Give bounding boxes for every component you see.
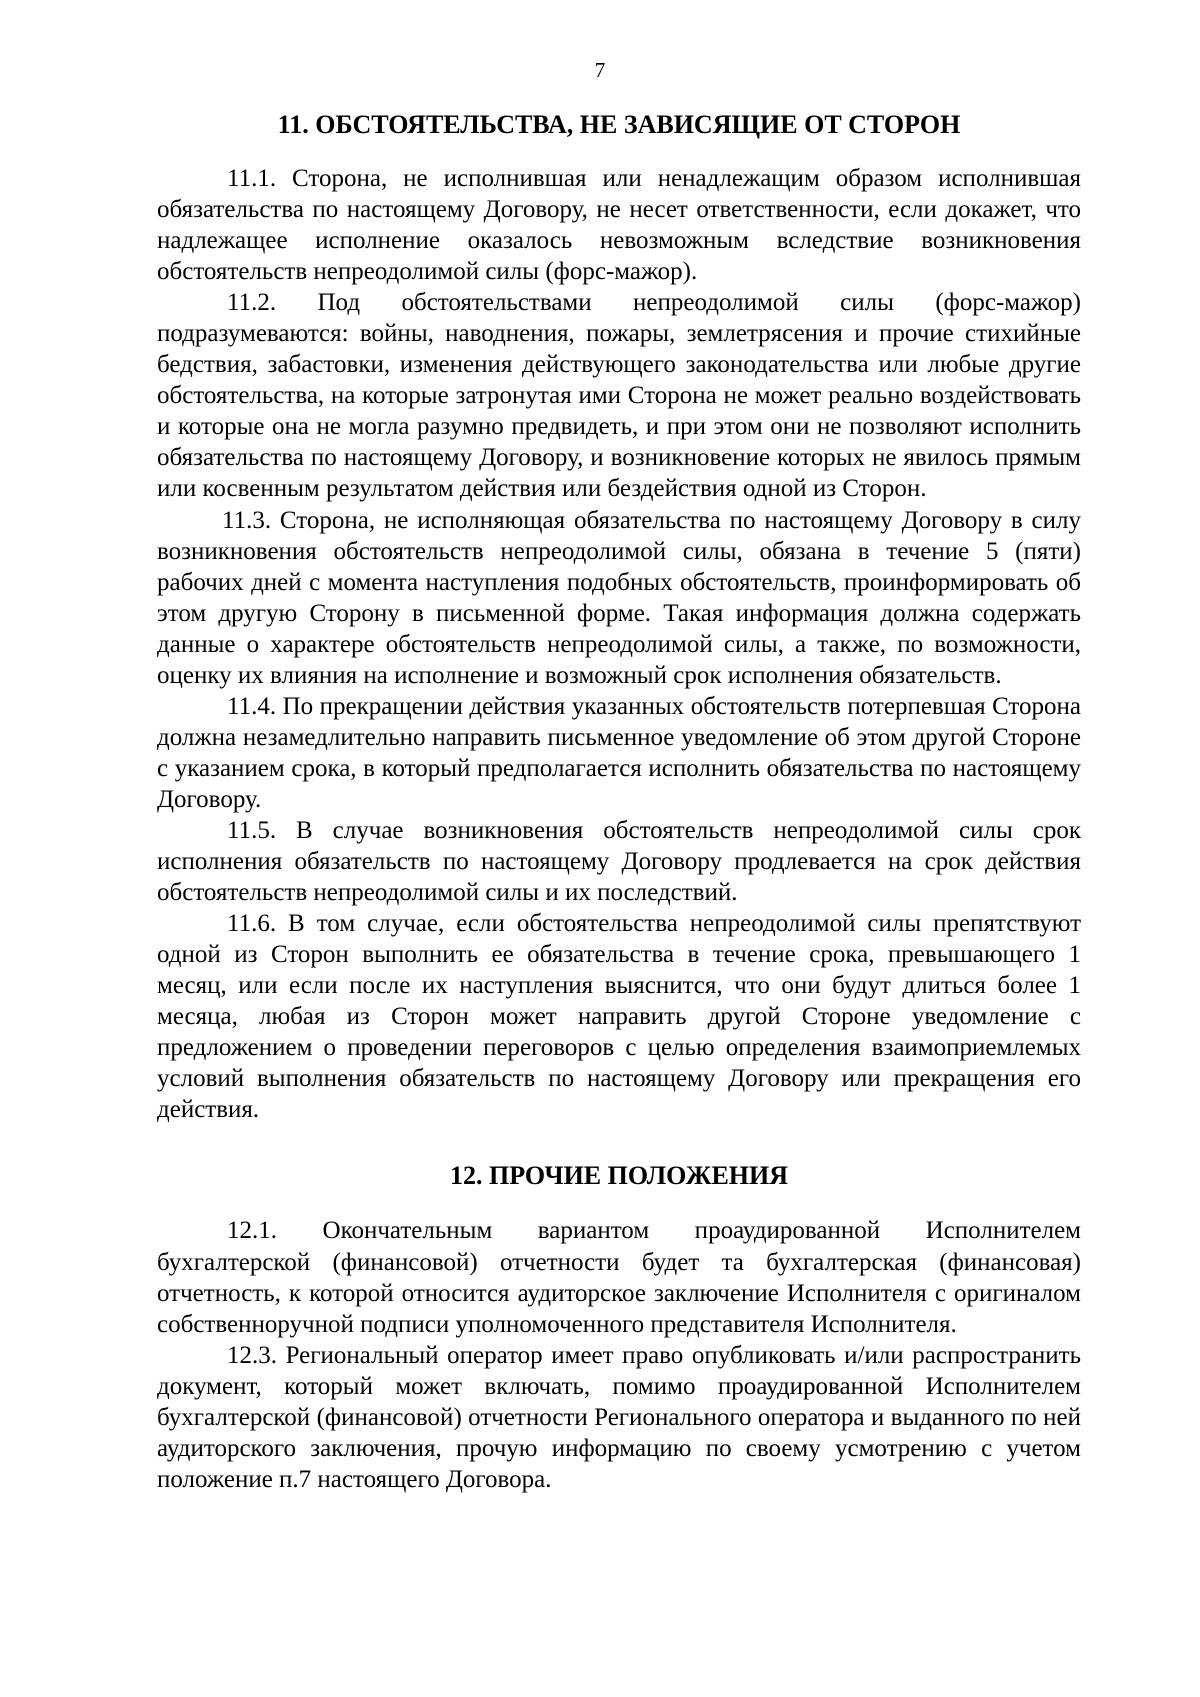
clause-11-4: 11.4. По прекращении действия указанных обстоятельств потерпевшая Сторона должна незамедлительно направить письменное уведомление об этом другой Стороне с указанием срока, в который предполагается исполнить обязательства по настоящему Договору.: [157, 692, 1081, 813]
clause-11-3: 11.3. Сторона, не исполняющая обязательства по настоящему Договору в силу возникновения обстоятельств непреодолимой силы, обязана в течение 5 (пяти) рабочих дней с момента наступления подобных обстоятельств, проинформировать об этом другую Сторону в письменной форме. Такая информация должна содержать данные о характере обстоятельств непреодолимой силы, а также, по возможности, оценку их влияния на исполнение и возможный срок исполнения обязательств.: [157, 506, 1081, 689]
section-heading: 11. ОБСТОЯТЕЛЬСТВА, НЕ ЗАВИСЯЩИЕ ОТ СТОРОН: [277, 110, 961, 139]
section-11: [157, 109, 1081, 1125]
clause-12-3: 12.3. Региональный оператор имеет право опубликовать и/или распространить документ, который может включать, помимо проаудированной Исполнителем бухгалтерской (финансовой) отчетности Регионального оператора и выданного по ней аудиторского заключения, прочую информацию по своему усмотрению с учетом положение п.7 настоящего Договора.: [157, 1341, 1081, 1493]
section-heading: 12. ПРОЧИЕ ПОЛОЖЕНИЯ: [449, 1161, 789, 1191]
page-number: 7: [594, 58, 606, 82]
document-body: [157, 109, 1081, 1495]
clause-12-1: 12.1. Окончательным вариантом проаудированной Исполнителем бухгалтерской (финансовой) отчетности будет та бухгалтерская (финансовая) отчетность, к которой относится аудиторское заключение Исполнителя с оригиналом собственноручной подписи уполномоченного представителя Исполнителя.: [157, 1217, 1081, 1338]
clause-11-2: 11.2. Под обстоятельствами непреодолимой силы (форс-мажор) подразумеваются: войны, наводнения, пожары, землетрясения и прочие стихийные бедствия, забастовки, изменения действующего законодательства или любые другие обстоятельства, на которые затронутая ими Сторона не может реально воздействовать и которые она не могла разумно предвидеть, и при этом они не позволяют исполнить обязательства по настоящему Договору, и возникновение которых не явилось прямым или косвенным результатом действия или бездействия одной из Сторон.: [157, 289, 1081, 503]
clause-11-6: 11.6. В том случае, если обстоятельства непреодолимой силы препятствуют одной из Сторон выполнить ее обязательства в течение срока, превышающего 1 месяц, или если после их наступления выяснится, что они будут длиться более 1 месяца, любая из Сторон может направить другой Стороне уведомление с предложением о проведении переговоров с целью определения взаимоприемлемых условий выполнения обязательств по настоящему Договору или прекращения его действия.: [157, 910, 1081, 1124]
section-12: [157, 1160, 1081, 1494]
clause-11-5: 11.5. В случае возникновения обстоятельств непреодолимой силы срок исполнения обязательств по настоящему Договору продлевается на срок действия обстоятельств непреодолимой силы и их последствий.: [157, 816, 1081, 907]
clause-11-1: 11.1. Сторона, не исполнившая или ненадлежащим образом исполнившая обязательства по настоящему Договору, не несет ответственности, если докажет, что надлежащее исполнение оказалось невозможным вследствие возникновения обстоятельств непреодолимой силы (форс-мажор).: [157, 165, 1081, 286]
